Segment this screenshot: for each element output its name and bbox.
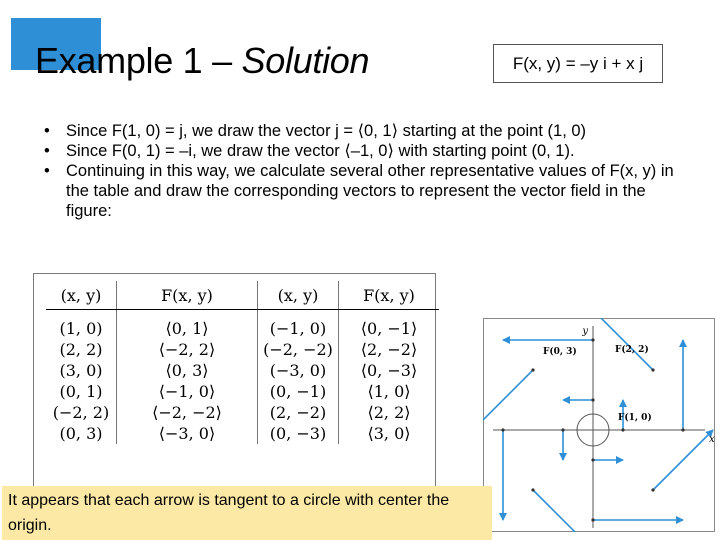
table-header: (x, y) (46, 281, 117, 310)
table-cell: (0, 1) (46, 381, 117, 402)
table-header: (x, y) (258, 281, 339, 310)
table-header: F(x, y) (339, 281, 440, 310)
table-cell: (3, 0) (46, 360, 117, 381)
vector-field-formula: F(x, y) = –y i + x j (493, 44, 663, 83)
vector-base-point (531, 488, 534, 491)
vector-base-point (591, 458, 594, 461)
vector-base-point (591, 398, 594, 401)
vector-base-point (591, 338, 594, 341)
table-cell: (2, 2) (46, 339, 117, 360)
table-cell: ⟨0, 3⟩ (117, 360, 258, 381)
table-row (46, 381, 439, 402)
conclusion-note: It appears that each arrow is tangent to a circle with center the origin. (2, 486, 492, 540)
label-f22: F(2, 2) (615, 345, 649, 355)
table-row (46, 423, 439, 444)
table-row (46, 402, 439, 423)
label-f10: F(1, 0) (618, 413, 652, 423)
table-cell: ⟨−3, 0⟩ (117, 423, 258, 444)
table-cell: (−2, −2) (258, 339, 339, 360)
vector-base-point (681, 428, 684, 431)
vector-base-point (651, 488, 654, 491)
label-f03: F(0, 3) (543, 347, 577, 357)
table-row (46, 360, 439, 381)
table-cell: (1, 0) (46, 310, 117, 340)
bullet-item: • Continuing in this way, we calculate several other representative values of F(x, y) in the table and draw the corresponding vectors to represent the vector field in the figure: (44, 161, 684, 221)
table-cell: ⟨1, 0⟩ (367, 382, 411, 401)
vector-base-point (621, 428, 624, 431)
title-main: Example 1 – (35, 40, 242, 81)
table-cell: ⟨0, 1⟩ (117, 310, 258, 340)
vector-base-point (501, 428, 504, 431)
bullet-item: • Since F(1, 0) = j, we draw the vector j = ⟨0, 1⟩ starting at the point (1, 0) (44, 121, 684, 141)
table-header-row (46, 281, 439, 310)
table-cell: ⟨−2, 2⟩ (117, 339, 258, 360)
table-cell: ⟨3, 0⟩ (367, 424, 411, 443)
vector-base-point (651, 368, 654, 371)
vector-base-point (561, 428, 564, 431)
title-italic: Solution (241, 40, 370, 81)
table-cell: ⟨−2, −2⟩ (117, 402, 258, 423)
table-cell: (−1, 0) (258, 310, 339, 340)
table-row (46, 310, 439, 340)
figure-frame (484, 319, 715, 532)
y-axis-label: y (582, 326, 588, 337)
table-cell: ⟨2, 2⟩ (367, 403, 411, 422)
table-cell: (0, −3) (258, 423, 339, 444)
table-header: F(x, y) (117, 281, 258, 310)
table-cell: (−3, 0) (258, 360, 339, 381)
vector-table (46, 281, 439, 444)
table-cell: ⟨2, −2⟩ (360, 340, 418, 359)
vector-base-point (591, 518, 594, 521)
table-cell: ⟨0, −1⟩ (360, 319, 418, 338)
table-cell: (−2, 2) (46, 402, 117, 423)
vector-base-point (531, 368, 534, 371)
bullet-list (44, 121, 684, 221)
table-cell: ⟨0, −3⟩ (360, 361, 418, 380)
bullet-item: • Since F(0, 1) = –i, we draw the vector ⟨–1, 0⟩ with starting point (0, 1). (44, 141, 684, 161)
x-axis-label: x (709, 434, 715, 445)
vector-field-figure (483, 318, 715, 532)
table-row (46, 339, 439, 360)
table-cell: (2, −2) (258, 402, 339, 423)
table-cell: (0, −1) (258, 381, 339, 402)
slide-title (35, 40, 369, 82)
table-cell: ⟨−1, 0⟩ (117, 381, 258, 402)
table-cell: (0, 3) (46, 423, 117, 444)
